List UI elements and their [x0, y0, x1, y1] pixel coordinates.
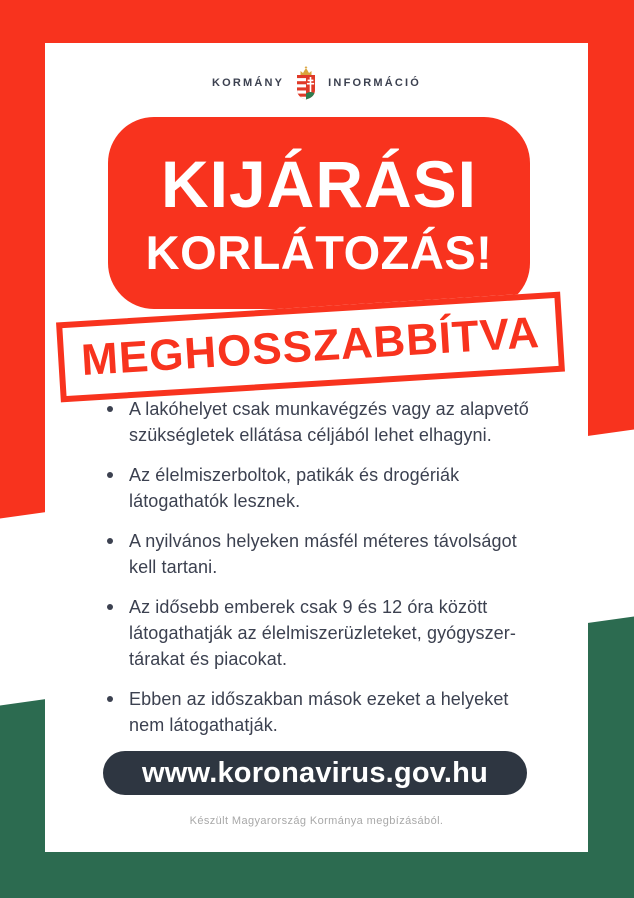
list-item-text: A nyilvános helyeken másfél méteres távolságot kell tartani.	[129, 531, 517, 577]
list-item-text: Az élelmiszerboltok, patikák és drogériák látogathatók lesznek.	[129, 465, 460, 511]
header-kormany-label: KORMÁNY	[211, 77, 285, 89]
bullet-dot-icon	[107, 472, 113, 478]
title-line-1: KIJÁRÁSI	[160, 146, 478, 221]
bullet-dot-icon	[107, 538, 113, 544]
header-informacio-label: INFORMÁCIÓ	[328, 77, 422, 89]
list-item	[105, 594, 555, 672]
bullet-dot-icon	[107, 696, 113, 702]
list-item-text: Az idősebb emberek csak 9 és 12 óra között látogathatják az élelmiszerüzleteket, gyógyszer- tárakat és piacokat.	[129, 597, 516, 669]
extended-stamp	[56, 292, 565, 403]
list-item-text: A lakóhelyet csak munkavégzés vagy az alapvető szükségletek ellátása céljából lehet elhagyni.	[129, 399, 529, 445]
extended-stamp-label: MEGHOSSZABBÍTVA	[79, 308, 542, 385]
bullet-dot-icon	[107, 406, 113, 412]
website-banner	[103, 751, 527, 795]
list-item	[105, 396, 555, 448]
list-item	[105, 686, 555, 738]
list-item	[105, 462, 555, 514]
title-line-2: KORLÁTOZÁS!	[145, 225, 493, 279]
website-url: www.koronavirus.gov.hu	[142, 756, 488, 789]
list-item-text: Ebben az időszakban mások ezeket a helyeket nem látogathatják.	[129, 689, 509, 735]
poster-card	[45, 43, 588, 852]
bullet-dot-icon	[107, 604, 113, 610]
restrictions-list	[105, 396, 555, 752]
title-banner	[108, 117, 530, 309]
hungary-coat-of-arms-icon	[294, 66, 318, 100]
list-item	[105, 528, 555, 580]
government-info-logo	[45, 63, 588, 103]
footer-credit: Készült Magyarország Kormánya megbízásából.	[189, 815, 444, 827]
